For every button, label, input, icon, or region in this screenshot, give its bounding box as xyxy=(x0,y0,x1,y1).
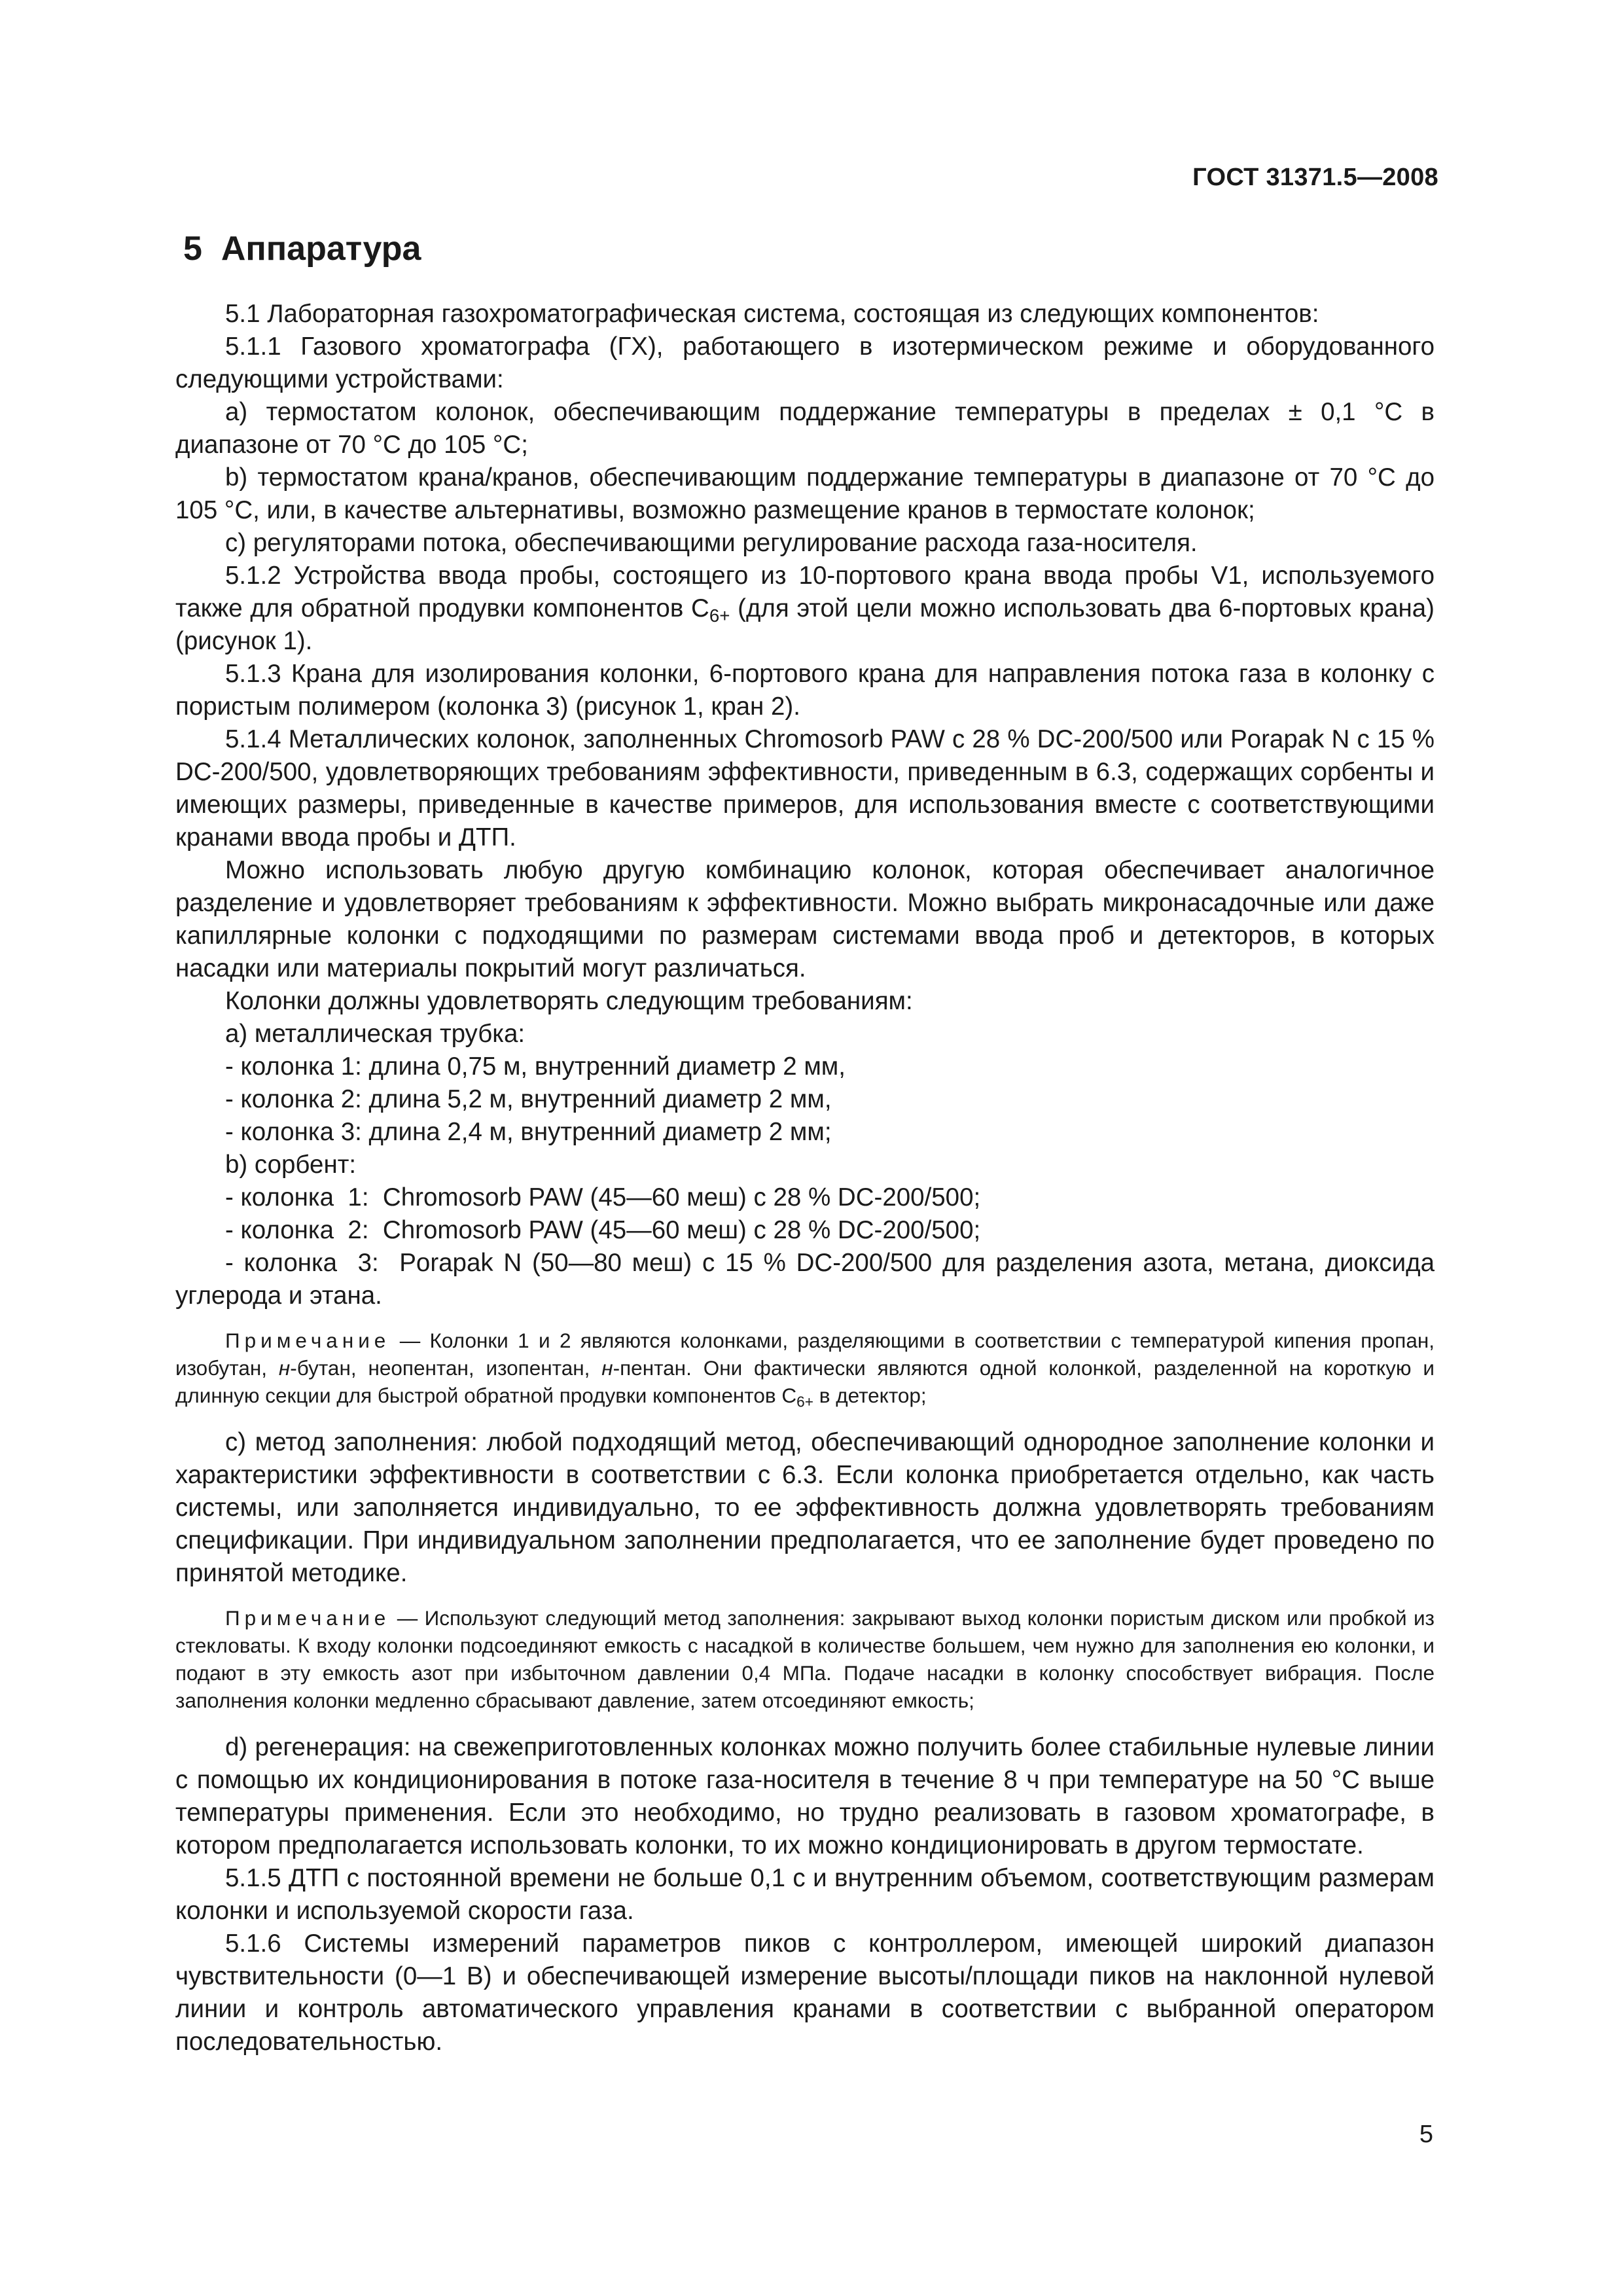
list-item-column-2-sorbent: - колонка 2: Chromosorb PAW (45—60 меш) с 28 % DC-200/500; xyxy=(225,1216,981,1244)
list-item-a-metal-tube: a) металлическая трубка: xyxy=(225,1020,526,1048)
paragraph-5-1-1: 5.1.1 Газового хроматографа (ГХ), работающего в изотермическом режиме и оборудованного следующими устройствами: xyxy=(175,332,1435,393)
document-code: ГОСТ 31371.5—2008 xyxy=(1192,164,1438,191)
list-item-column-1-size: - колонка 1: длина 0,75 м, внутренний диаметр 2 мм, xyxy=(225,1052,846,1081)
list-item-b-valve-oven: b) термостатом крана/кранов, обеспечивающим поддержание температуры в диапазоне от 70 °С до 105 °С, или, в качестве альтернативы, возможно размещение кранов в термостате колонок; xyxy=(175,463,1435,524)
paragraph-5-1-5: 5.1.5 ДТП с постоянной времени не больше 0,1 с и внутренним объемом, соответствующим размерам колонки и используемой скорости газа. xyxy=(175,1864,1435,1925)
section-title: 5 Аппаратура xyxy=(183,230,421,268)
list-item-d-regeneration: d) регенерация: на свежеприготовленных колонках можно получить более стабильные нулевые линии с помощью их кондиционирования в потоке газа-носителя в течение 8 ч при температуре на 50 °С выше температуры применения. Если это необходимо, но трудно реализовать в газовом хроматографе, в котором предполагается использовать колонки, то их можно кондиционировать в другом термостате. xyxy=(175,1733,1435,1859)
note-columns: Примечание — Колонки 1 и 2 являются колонками, разделяющими в соответствии с температурой кипения пропан, изобутан, н-бутан, неопентан, изопентан, н-пентан. Они фактически являются одной колонкой, разделенной на короткую и длинную секции для быстрой обратной продувки компонентов $C_{6+}$ в детектор; xyxy=(175,1329,1435,1410)
list-item-column-2-size: - колонка 2: длина 5,2 м, внутренний диаметр 2 мм, xyxy=(225,1085,832,1113)
note-label: Примечание xyxy=(225,1329,391,1352)
list-item-column-3-size: - колонка 3: длина 2,4 м, внутренний диаметр 2 мм; xyxy=(225,1118,832,1146)
page-number: 5 xyxy=(1419,2121,1433,2148)
note-label: Примечание xyxy=(225,1606,391,1630)
list-item-column-3-sorbent: - колонка 3: Porapak N (50—80 меш) с 15 % DC-200/500 для разделения азота, метана, диоксида углерода и этана. xyxy=(175,1249,1442,1310)
list-item-column-1-sorbent: - колонка 1: Chromosorb PAW (45—60 меш) с 28 % DC-200/500; xyxy=(225,1183,981,1211)
paragraph-5-1-4: 5.1.4 Металлических колонок, заполненных Chromosorb PAW с 28 % DC-200/500 или Porapak N с 15 % DC-200/500, удовлетворяющих требованиям эффективности, приведенным в 6.3, содержащих сорбенты и имеющих размеры, приведенные в качестве примеров, для использования вместе с соответствующими кранами ввода пробы и ДТП. xyxy=(175,725,1435,852)
list-item-c-packing-method: c) метод заполнения: любой подходящий метод, обеспечивающий однородное заполнение колонки и характеристики эффективности в соответствии с 6.3. Если колонка приобретается отдельно, как часть системы, или заполняется индивидуально, то ее эффективность должна удовлетворять требованиям спецификации. При индивидуальном заполнении предполагается, что ее заполнение будет проведено по принятой методике. xyxy=(175,1428,1435,1587)
paragraph-column-requirements: Колонки должны удовлетворять следующим требованиям: xyxy=(225,987,913,1015)
document-body xyxy=(175,298,1442,2058)
paragraph-alt-columns: Можно использовать любую другую комбинацию колонок, которая обеспечивает аналогичное разделение и удовлетворяет требованиям к эффективности. Можно выбрать микронасадочные или даже капиллярные колонки с подходящими по размерам системами ввода проб и детекторов, в которых насадки или материалы покрытий могут различаться. xyxy=(175,856,1435,982)
paragraph-5-1-2: 5.1.2 Устройства ввода пробы, состоящего из 10-портового крана ввода пробы V1, используемого также для обратной продувки компонентов $C_{6+}$ (для этой цели можно использовать два 6-портовых крана) (рисунок 1). xyxy=(175,562,1435,655)
paragraph-5-1-3: 5.1.3 Крана для изолирования колонки, 6-портового крана для направления потока газа в колонку с пористым полимером (колонка 3) (рисунок 1, кран 2). xyxy=(175,660,1435,721)
paragraph-5-1: 5.1 Лабораторная газохроматографическая система, состоящая из следующих компонентов: xyxy=(225,300,1319,328)
list-item-b-sorbent: b) сорбент: xyxy=(225,1151,357,1179)
list-item-a-column-oven: a) термостатом колонок, обеспечивающим поддержание температуры в пределах ± 0,1 °С в диапазоне от 70 °С до 105 °С; xyxy=(175,398,1435,459)
paragraph-5-1-6: 5.1.6 Системы измерений параметров пиков с контроллером, имеющей широкий диапазон чувствительности (0—1 В) и обеспечивающей измерение высоты/площади пиков на наклонной нулевой линии и контроль автоматического управления кранами в соответствии с выбранной оператором последовательностью. xyxy=(175,1929,1435,2056)
note-packing: Примечание — Используют следующий метод заполнения: закрывают выход колонки пористым диском или пробкой из стекловаты. К входу колонки подсоединяют емкость с насадкой в количестве большем, чем нужно для заполнения ею колонки, и подают в эту емкость азот при избыточном давлении 0,4 МПа. Подаче насадки в колонку способствует вибрация. После заполнения колонки медленно сбрасывают давление, затем отсоединяют емкость; xyxy=(175,1606,1435,1712)
list-item-c-flow-regulators: c) регуляторами потока, обеспечивающими регулирование расхода газа-носителя. xyxy=(225,529,1198,557)
